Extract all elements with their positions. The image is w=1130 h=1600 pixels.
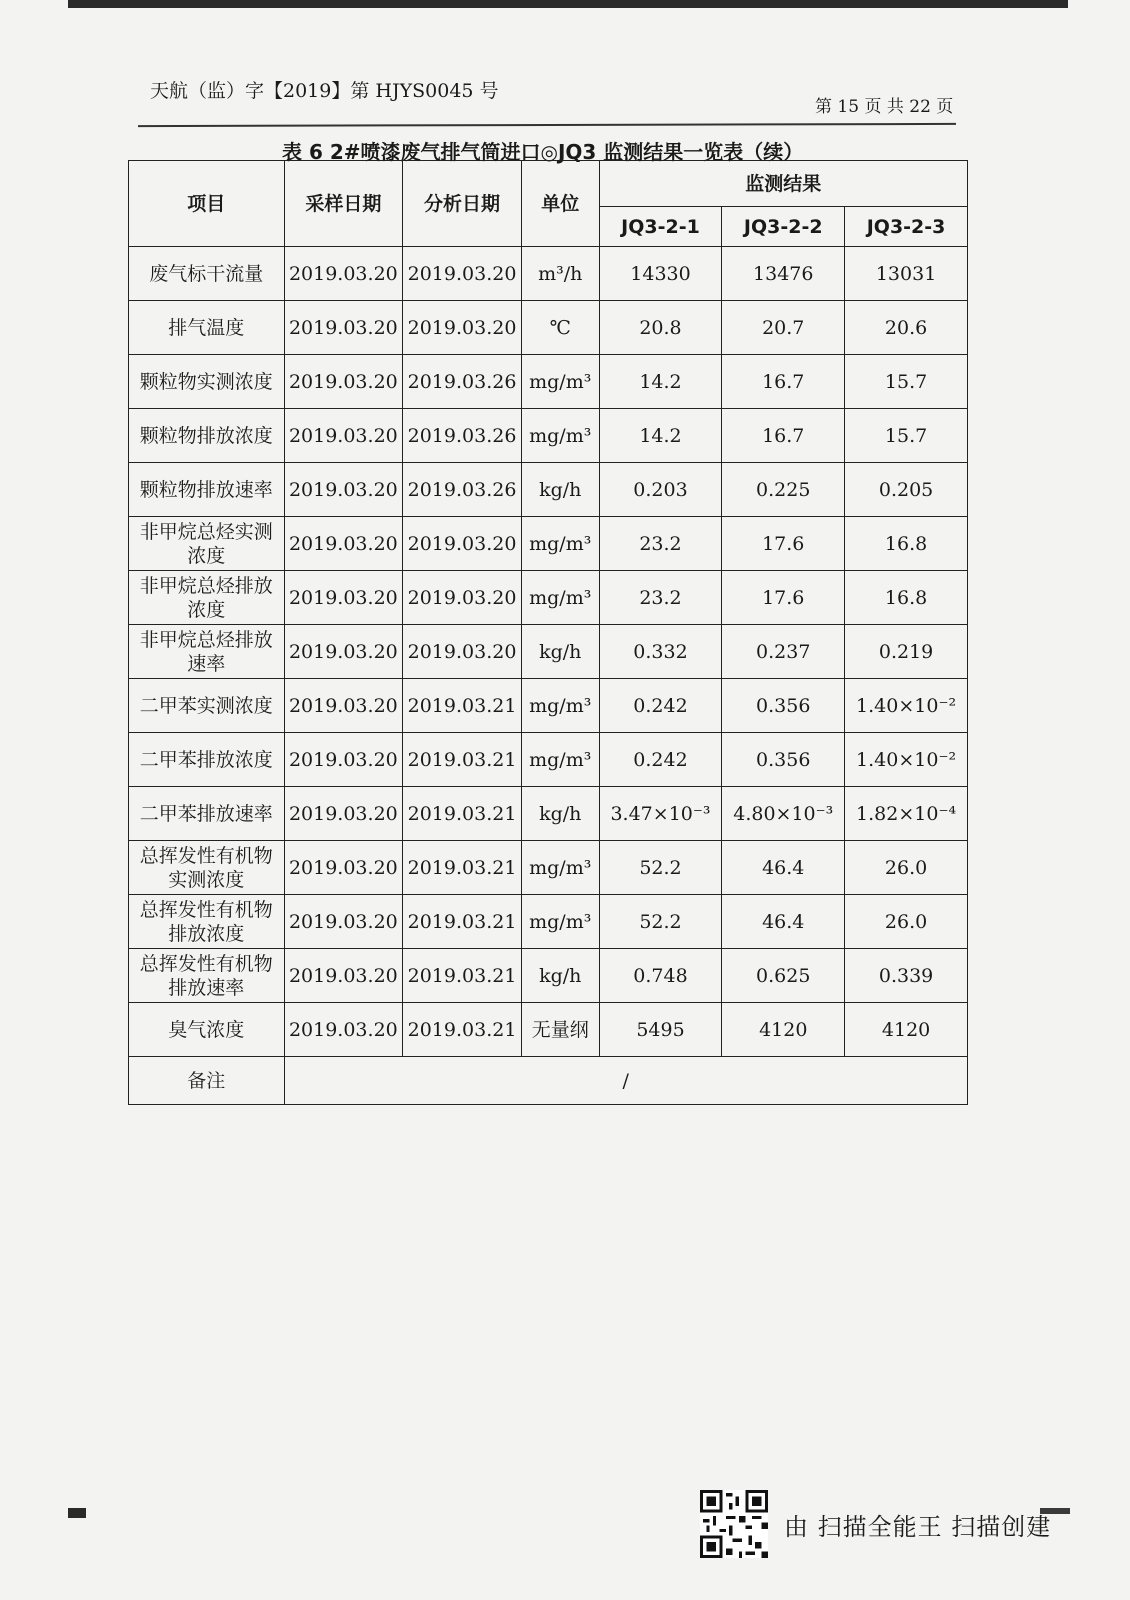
- col-header-point-3: JQ3-2-3: [845, 207, 968, 247]
- result-cell-3: 26.0: [845, 895, 968, 949]
- table-body: [129, 247, 968, 1057]
- result-cell-3: 1.40×10⁻²: [845, 679, 968, 733]
- sample-date-cell: 2019.03.20: [284, 625, 403, 679]
- scanner-footer-text: 由 扫描全能王 扫描创建: [784, 1512, 1052, 1541]
- result-cell-1: 0.203: [599, 463, 722, 517]
- sample-date-cell: 2019.03.20: [284, 409, 403, 463]
- unit-cell: m³/h: [521, 247, 599, 301]
- item-cell: 排气温度: [129, 301, 285, 355]
- table-row: [129, 895, 968, 949]
- unit-cell: kg/h: [521, 625, 599, 679]
- result-cell-3: 16.8: [845, 571, 968, 625]
- table-row: [129, 571, 968, 625]
- scan-edge-bottom-left: [68, 1508, 86, 1518]
- unit-cell: ℃: [521, 301, 599, 355]
- result-cell-3: 0.219: [845, 625, 968, 679]
- sample-date-cell: 2019.03.20: [284, 517, 403, 571]
- item-cell: 臭气浓度: [129, 1003, 285, 1057]
- result-cell-1: 3.47×10⁻³: [599, 787, 722, 841]
- table-row: [129, 625, 968, 679]
- item-cell: 非甲烷总烃排放速率: [129, 625, 285, 679]
- analysis-date-cell: 2019.03.21: [403, 949, 522, 1003]
- result-cell-1: 52.2: [599, 841, 722, 895]
- analysis-date-cell: 2019.03.20: [403, 301, 522, 355]
- table-row: [129, 301, 968, 355]
- analysis-date-cell: 2019.03.26: [403, 355, 522, 409]
- sample-date-cell: 2019.03.20: [284, 949, 403, 1003]
- result-cell-3: 16.8: [845, 517, 968, 571]
- unit-cell: kg/h: [521, 949, 599, 1003]
- sample-date-cell: 2019.03.20: [284, 247, 403, 301]
- analysis-date-cell: 2019.03.21: [403, 733, 522, 787]
- item-cell: 二甲苯排放浓度: [129, 733, 285, 787]
- table-row: [129, 409, 968, 463]
- analysis-date-cell: 2019.03.20: [403, 571, 522, 625]
- unit-cell: mg/m³: [521, 517, 599, 571]
- table-row: [129, 787, 968, 841]
- analysis-date-cell: 2019.03.26: [403, 409, 522, 463]
- item-cell: 二甲苯排放速率: [129, 787, 285, 841]
- col-header-point-2: JQ3-2-2: [722, 207, 845, 247]
- table-row: [129, 463, 968, 517]
- result-cell-1: 0.332: [599, 625, 722, 679]
- sample-date-cell: 2019.03.20: [284, 1003, 403, 1057]
- table-row: [129, 247, 968, 301]
- result-cell-2: 46.4: [722, 841, 845, 895]
- result-cell-2: 0.625: [722, 949, 845, 1003]
- analysis-date-cell: 2019.03.20: [403, 517, 522, 571]
- table-row: [129, 949, 968, 1003]
- scan-edge-top: [68, 0, 1068, 8]
- sample-date-cell: 2019.03.20: [284, 301, 403, 355]
- sample-date-cell: 2019.03.20: [284, 895, 403, 949]
- table-row: [129, 517, 968, 571]
- result-cell-3: 0.339: [845, 949, 968, 1003]
- unit-cell: mg/m³: [521, 841, 599, 895]
- result-cell-1: 5495: [599, 1003, 722, 1057]
- item-cell: 颗粒物排放速率: [129, 463, 285, 517]
- col-header-analysis-date: 分析日期: [403, 161, 522, 247]
- analysis-date-cell: 2019.03.21: [403, 895, 522, 949]
- result-cell-3: 1.82×10⁻⁴: [845, 787, 968, 841]
- unit-cell: mg/m³: [521, 895, 599, 949]
- unit-cell: mg/m³: [521, 355, 599, 409]
- item-cell: 颗粒物排放浓度: [129, 409, 285, 463]
- unit-cell: mg/m³: [521, 733, 599, 787]
- unit-cell: kg/h: [521, 463, 599, 517]
- result-cell-1: 14.2: [599, 409, 722, 463]
- analysis-date-cell: 2019.03.21: [403, 841, 522, 895]
- result-cell-2: 16.7: [722, 355, 845, 409]
- result-cell-1: 0.242: [599, 679, 722, 733]
- analysis-date-cell: 2019.03.20: [403, 247, 522, 301]
- item-cell: 非甲烷总烃排放浓度: [129, 571, 285, 625]
- item-cell: 废气标干流量: [129, 247, 285, 301]
- result-cell-1: 23.2: [599, 517, 722, 571]
- item-cell: 总挥发性有机物实测浓度: [129, 841, 285, 895]
- result-cell-2: 13476: [722, 247, 845, 301]
- item-cell: 二甲苯实测浓度: [129, 679, 285, 733]
- sample-date-cell: 2019.03.20: [284, 787, 403, 841]
- analysis-date-cell: 2019.03.21: [403, 1003, 522, 1057]
- qr-code-icon: [700, 1490, 768, 1558]
- monitoring-results-table: [128, 160, 968, 1105]
- header-rule: [138, 123, 956, 127]
- table-row: [129, 1003, 968, 1057]
- col-header-point-1: JQ3-2-1: [599, 207, 722, 247]
- col-header-sample-date: 采样日期: [284, 161, 403, 247]
- unit-cell: mg/m³: [521, 409, 599, 463]
- page-info: 第 15 页 共 22 页: [815, 97, 954, 117]
- result-cell-2: 0.356: [722, 679, 845, 733]
- scanner-footer: [700, 1490, 1051, 1558]
- unit-cell: mg/m³: [521, 571, 599, 625]
- analysis-date-cell: 2019.03.26: [403, 463, 522, 517]
- table-row: [129, 733, 968, 787]
- table-row: [129, 841, 968, 895]
- result-cell-1: 14330: [599, 247, 722, 301]
- result-cell-2: 46.4: [722, 895, 845, 949]
- item-cell: 非甲烷总烃实测浓度: [129, 517, 285, 571]
- result-cell-1: 20.8: [599, 301, 722, 355]
- result-cell-2: 0.237: [722, 625, 845, 679]
- result-cell-2: 4120: [722, 1003, 845, 1057]
- result-cell-2: 16.7: [722, 409, 845, 463]
- sample-date-cell: 2019.03.20: [284, 679, 403, 733]
- result-cell-3: 4120: [845, 1003, 968, 1057]
- col-header-unit: 单位: [521, 161, 599, 247]
- result-cell-1: 0.748: [599, 949, 722, 1003]
- result-cell-2: 17.6: [722, 517, 845, 571]
- result-cell-2: 20.7: [722, 301, 845, 355]
- table-row: [129, 355, 968, 409]
- sample-date-cell: 2019.03.20: [284, 841, 403, 895]
- result-cell-3: 0.205: [845, 463, 968, 517]
- result-cell-2: 17.6: [722, 571, 845, 625]
- result-cell-2: 0.356: [722, 733, 845, 787]
- table-title: 表 6 2#喷漆废气排气筒进口◎JQ3 监测结果一览表（续）: [282, 140, 804, 164]
- sample-date-cell: 2019.03.20: [284, 463, 403, 517]
- result-cell-3: 20.6: [845, 301, 968, 355]
- item-cell: 颗粒物实测浓度: [129, 355, 285, 409]
- item-cell: 总挥发性有机物排放浓度: [129, 895, 285, 949]
- result-cell-1: 23.2: [599, 571, 722, 625]
- remark-value: /: [284, 1057, 967, 1105]
- result-cell-1: 52.2: [599, 895, 722, 949]
- result-cell-2: 4.80×10⁻³: [722, 787, 845, 841]
- remark-label: 备注: [129, 1057, 285, 1105]
- col-header-item: 项目: [129, 161, 285, 247]
- sample-date-cell: 2019.03.20: [284, 355, 403, 409]
- unit-cell: mg/m³: [521, 679, 599, 733]
- report-number: 天航（监）字【2019】第 HJYS0045 号: [150, 80, 499, 102]
- col-header-result: 监测结果: [599, 161, 967, 207]
- result-cell-2: 0.225: [722, 463, 845, 517]
- result-cell-1: 14.2: [599, 355, 722, 409]
- result-cell-3: 1.40×10⁻²: [845, 733, 968, 787]
- analysis-date-cell: 2019.03.20: [403, 625, 522, 679]
- unit-cell: 无量纲: [521, 1003, 599, 1057]
- analysis-date-cell: 2019.03.21: [403, 679, 522, 733]
- item-cell: 总挥发性有机物排放速率: [129, 949, 285, 1003]
- result-cell-3: 26.0: [845, 841, 968, 895]
- sample-date-cell: 2019.03.20: [284, 571, 403, 625]
- result-cell-3: 13031: [845, 247, 968, 301]
- result-cell-1: 0.242: [599, 733, 722, 787]
- unit-cell: kg/h: [521, 787, 599, 841]
- result-cell-3: 15.7: [845, 355, 968, 409]
- sample-date-cell: 2019.03.20: [284, 733, 403, 787]
- table-row: [129, 679, 968, 733]
- analysis-date-cell: 2019.03.21: [403, 787, 522, 841]
- result-cell-3: 15.7: [845, 409, 968, 463]
